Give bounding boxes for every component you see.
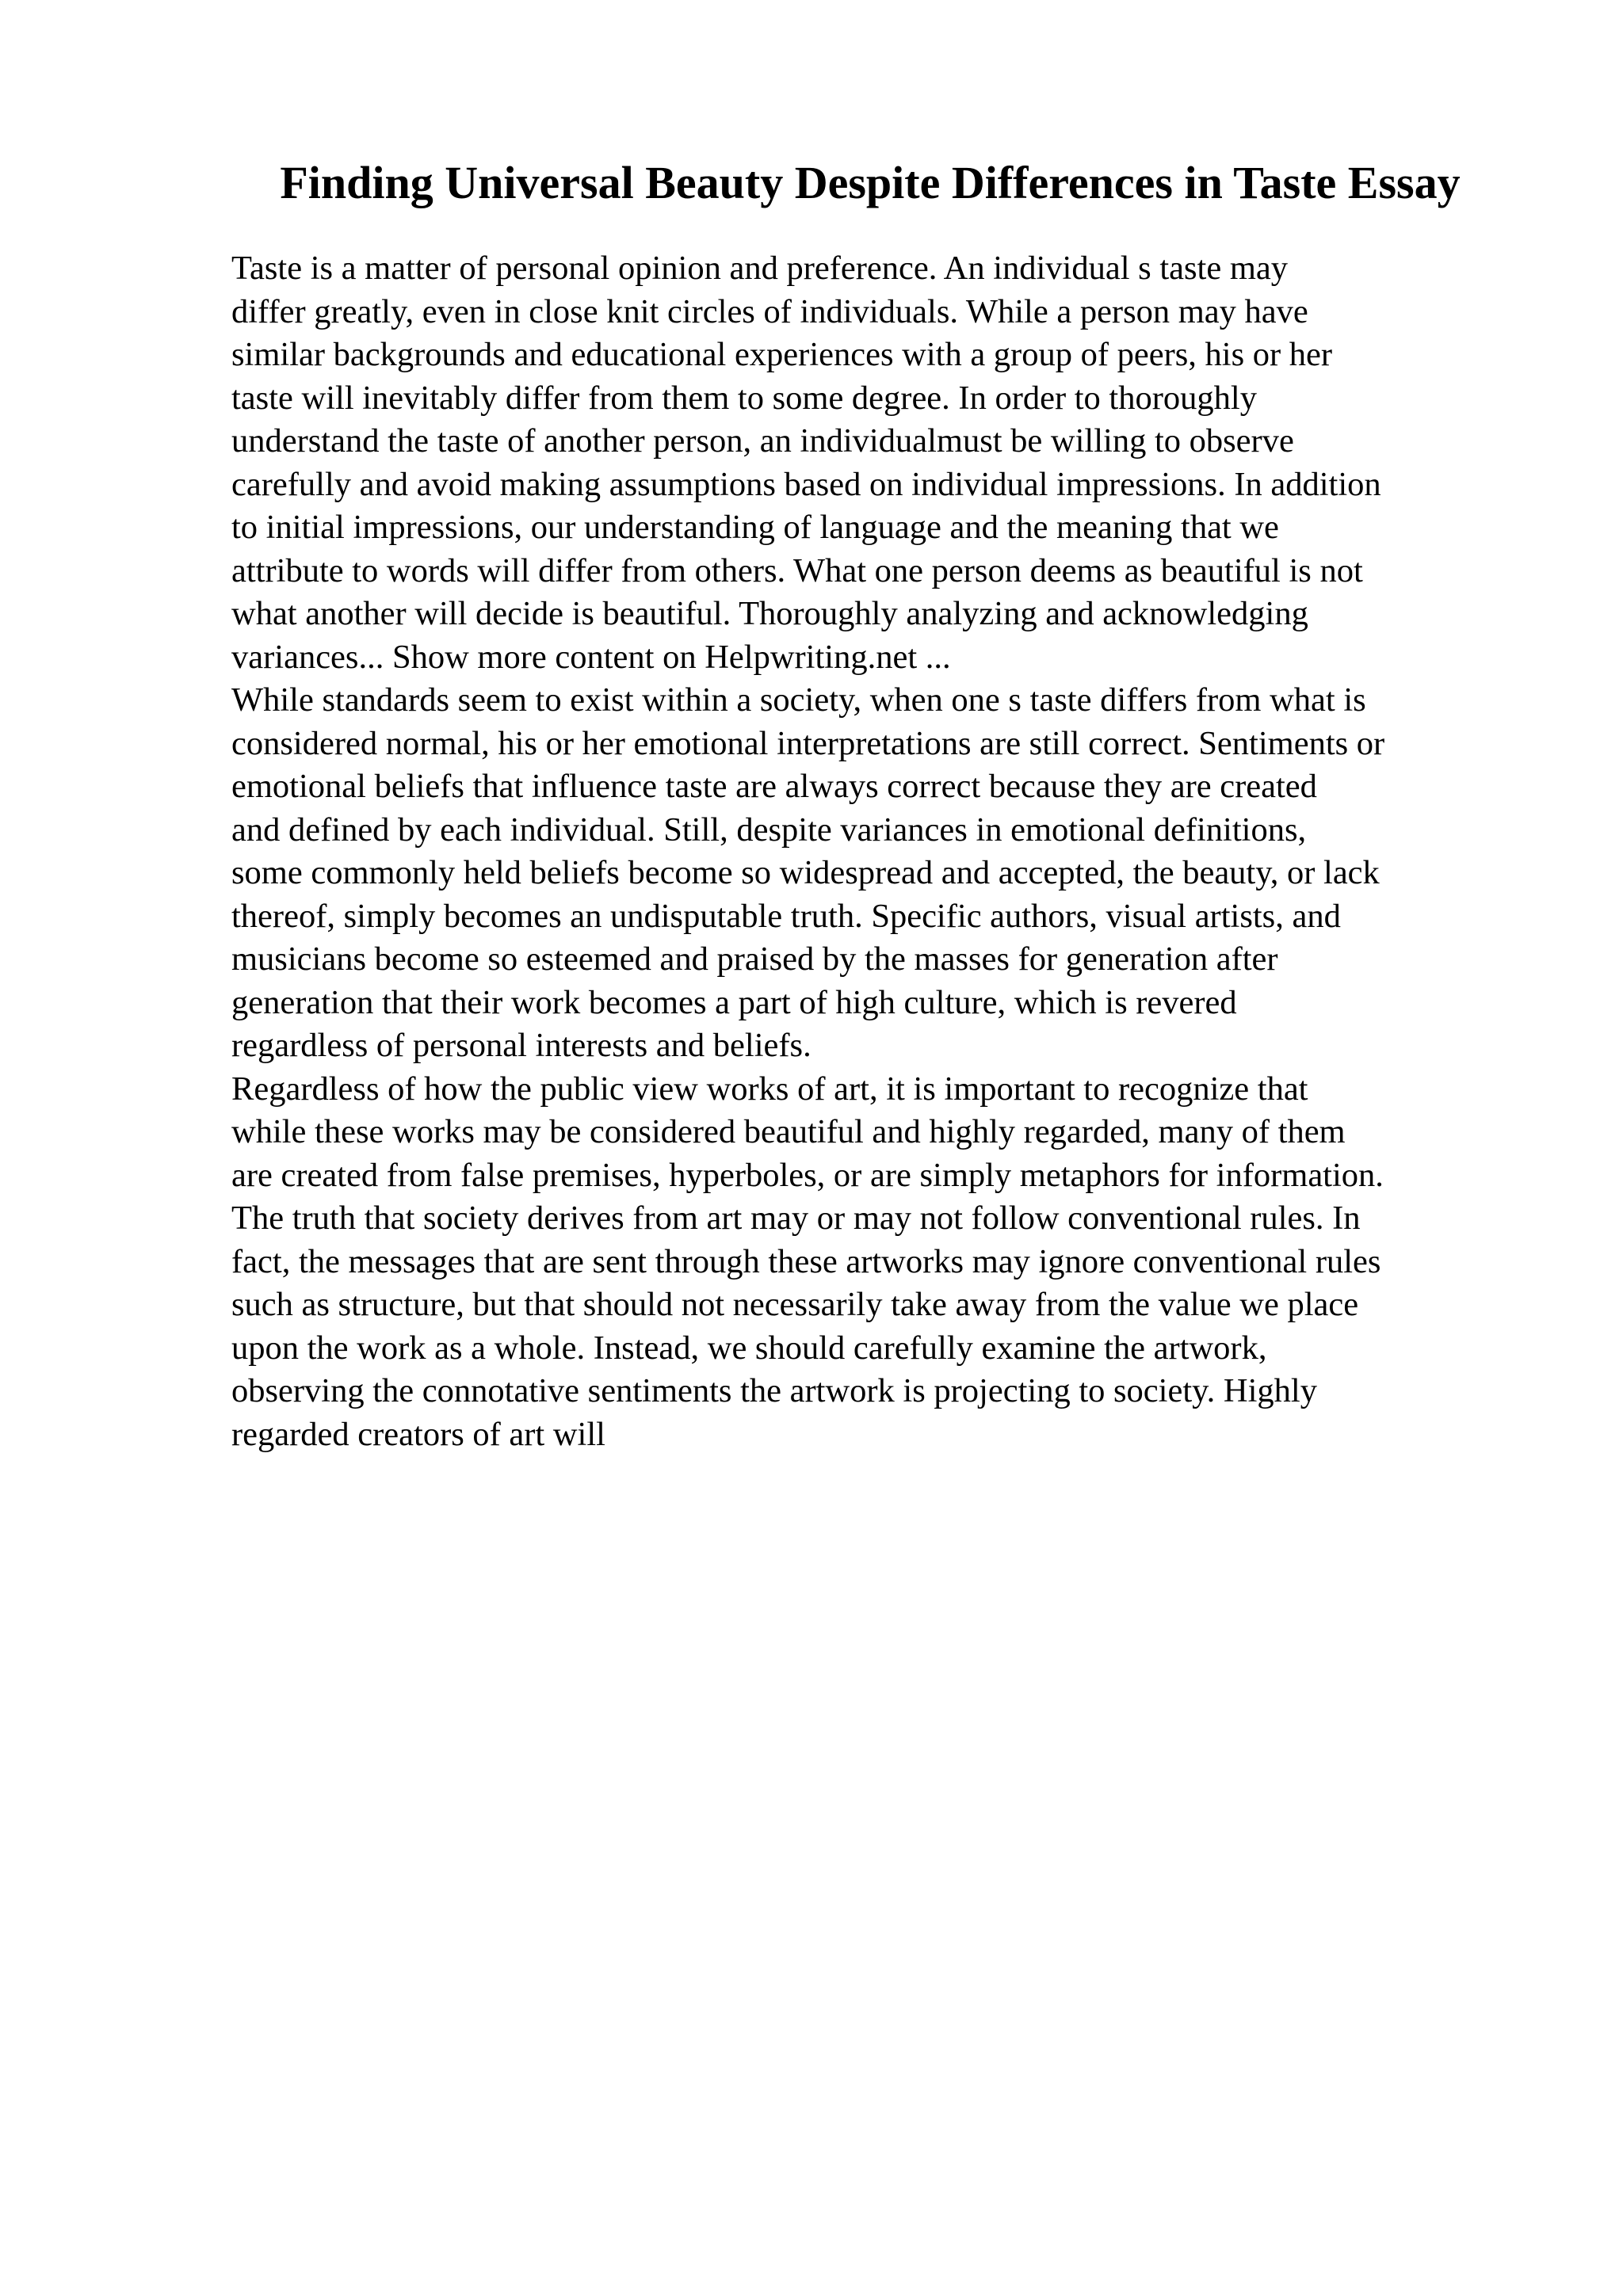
text-line: variances... Show more content on Helpwriting.net ... [231,638,951,676]
text-line: attribute to words will differ from others. What one person deems as beautiful is not [231,551,1363,589]
text-line: are created from false premises, hyperboles, or are simply metaphors for information. [231,1156,1384,1194]
text-line: and defined by each individual. Still, despite variances in emotional definitions, [231,810,1307,849]
paragraph-1 [231,247,1547,679]
text-line: thereof, simply becomes an undisputable truth. Specific authors, visual artists, and [231,897,1341,935]
text-line: such as structure, but that should not necessarily take away from the value we place [231,1286,1359,1323]
text-line: while these works may be considered beautiful and highly regarded, many of them [231,1113,1346,1150]
text-line: carefully and avoid making assumptions based on individual impressions. In addition [231,465,1381,503]
text-line: what another will decide is beautiful. Thoroughly analyzing and acknowledging [231,595,1308,632]
text-line: upon the work as a whole. Instead, we should carefully examine the artwork, [231,1329,1267,1367]
text-line: observing the connotative sentiments the artwork is projecting to society. Highly [231,1372,1317,1409]
text-line: to initial impressions, our understanding of language and the meaning that we [231,509,1279,546]
text-line: similar backgrounds and educational experiences with a group of peers, his or her [231,336,1333,373]
paragraph-2 [231,679,1547,1068]
text-line: regardless of personal interests and beliefs. [231,1027,812,1064]
text-line: While standards seem to exist within a society, when one s taste differs from what is [231,681,1366,719]
text-line: understand the taste of another person, an individualmust be willing to observe [231,422,1294,460]
text-line: differ greatly, even in close knit circles of individuals. While a person may have [231,292,1308,330]
text-line: The truth that society derives from art may or may not follow conventional rules. In [231,1199,1361,1237]
text-line: fact, the messages that are sent through these artworks may ignore conventional rules [231,1242,1381,1280]
text-line: generation that their work becomes a part of high culture, which is revered [231,983,1237,1021]
text-line: Taste is a matter of personal opinion and preference. An individual s taste may [231,250,1289,287]
text-line: considered normal, his or her emotional interpretations are still correct. Sentiments or [231,724,1385,762]
text-line: taste will inevitably differ from them to some degree. In order to thoroughly [231,379,1257,417]
text-line: Regardless of how the public view works of art, it is important to recognize that [231,1070,1308,1108]
paragraph-3 [231,1068,1547,1457]
essay-body [231,247,1547,1456]
text-line: musicians become so esteemed and praised by the masses for generation after [231,940,1278,978]
text-line: regarded creators of art will [231,1415,605,1453]
text-line: some commonly held beliefs become so widespread and accepted, the beauty, or lack [231,854,1380,891]
text-line: emotional beliefs that influence taste are always correct because they are created [231,768,1317,805]
essay-title: Finding Universal Beauty Despite Differences in Taste Essay [280,157,1461,208]
